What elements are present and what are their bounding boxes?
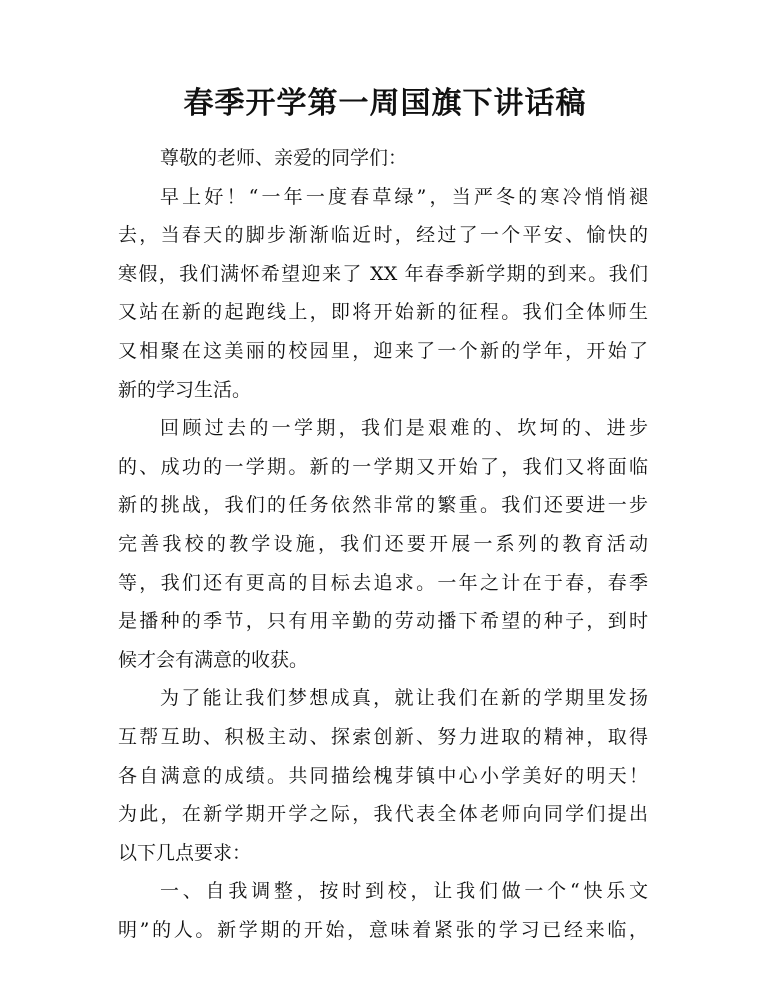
- document-title: 春季开学第一周国旗下讲话稿: [183, 86, 587, 121]
- text-line: 去，当春天的脚步渐渐临近时，经过了一个平安、愉快的: [118, 224, 648, 247]
- text-line: 为此，在新学期开学之际，我代表全体老师向同学们提出: [118, 803, 648, 826]
- text-line: 完善我校的教学设施，我们还要开展一系列的教育活动: [118, 532, 648, 555]
- text-line: 又站在新的起跑线上，即将开始新的征程。我们全体师生: [118, 301, 648, 324]
- speech-body: [118, 139, 648, 949]
- text-line: 等，我们还有更高的目标去追求。一年之计在于春，春季: [118, 571, 648, 594]
- text-line: 新的挑战，我们的任务依然非常的繁重。我们还要进一步: [118, 494, 648, 517]
- text-line: 明”的人。新学期的开始，意味着紧张的学习已经来临，: [118, 918, 648, 941]
- text-line: 一、自我调整，按时到校，让我们做一个“快乐文: [160, 880, 648, 903]
- text-line: 各自满意的成绩。共同描绘槐芽镇中心小学美好的明天！: [118, 764, 648, 787]
- text-line: 又相聚在这美丽的校园里，迎来了一个新的学年，开始了: [118, 339, 648, 362]
- text-line: 候才会有满意的收获。: [118, 648, 309, 671]
- text-line: 回顾过去的一学期，我们是艰难的、坎坷的、进步: [160, 417, 648, 440]
- text-line: 早上好！“一年一度春草绿”，当严冬的寒冷悄悄褪: [160, 185, 648, 208]
- text-line: 为了能让我们梦想成真，就让我们在新的学期里发扬: [160, 687, 648, 710]
- text-line: 的、成功的一学期。新的一学期又开始了，我们又将面临: [118, 455, 648, 478]
- text-line: 是播种的季节，只有用辛勤的劳动播下希望的种子，到时: [118, 610, 648, 633]
- text-line: 寒假，我们满怀希望迎来了 XX 年春季新学期的到来。我们: [118, 262, 648, 285]
- text-line: 尊敬的老师、亲爱的同学们：: [160, 147, 408, 169]
- text-line: 互帮互助、积极主动、探索创新、努力进取的精神，取得: [118, 725, 648, 748]
- text-line: 新的学习生活。: [118, 378, 252, 401]
- text-line: 以下几点要求：: [118, 841, 252, 864]
